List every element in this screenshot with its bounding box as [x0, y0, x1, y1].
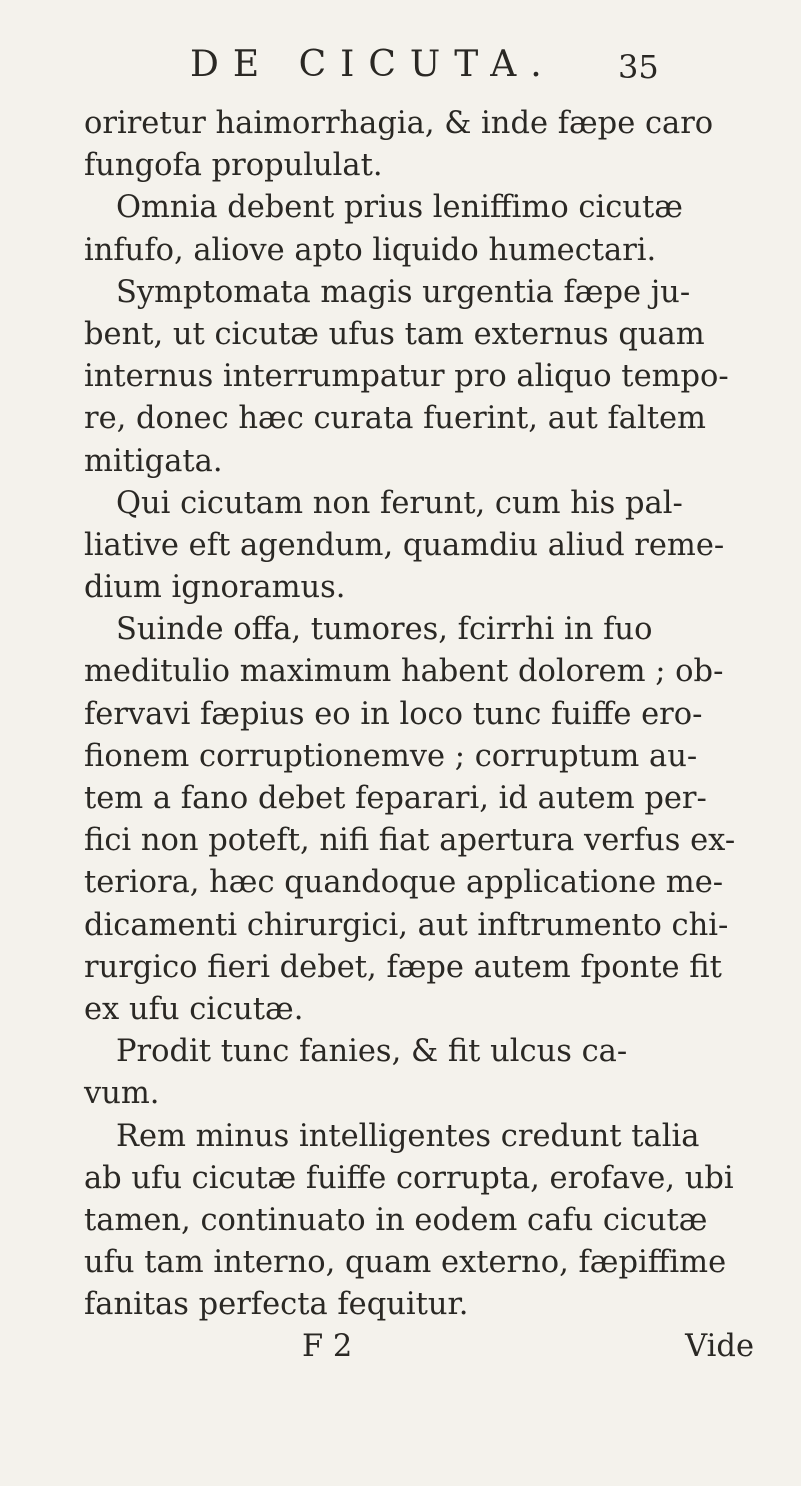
text-line: tem a fano debet feparari, id autem per- — [84, 781, 707, 816]
page-header — [190, 44, 659, 88]
text-line: fervavi fæpius eo in loco tunc fuiffe ero- — [84, 696, 703, 732]
text-line: fungofa propululat. — [84, 148, 383, 184]
paragraph-start-line: Prodit tunc fanies, & fit ulcus ca- — [116, 1034, 628, 1070]
text-line: dium ignoramus. — [84, 570, 346, 606]
paragraph-start-line: Rem minus intelligentes credunt talia — [116, 1118, 700, 1154]
paragraph-start-line: Suinde offa, tumores, fcirrhi in fuo — [116, 612, 653, 648]
text-line: fici non poteft, nifi fiat apertura verfus ex- — [84, 823, 736, 859]
paragraph-start-line: Omnia debent prius leniffimo cicutæ — [116, 190, 683, 226]
text-line: ex ufu cicutæ. — [84, 991, 304, 1027]
text-line: liative eft agendum, quamdiu aliud reme- — [84, 527, 725, 563]
text-line: bent, ut cicutæ ufus tam externus quam — [84, 316, 705, 352]
body-text — [84, 103, 754, 1369]
text-line: dicamenti chirurgici, aut inftrumento chi- — [84, 907, 729, 943]
text-line: mitigata. — [84, 443, 223, 479]
text-line: infufo, aliove apto liquido humectari. — [84, 232, 657, 268]
text-line: tamen, continuato in eodem cafu cicutæ — [84, 1202, 708, 1238]
page-footer — [84, 1326, 754, 1368]
page-number: 35 — [618, 48, 659, 86]
text-line: re, donec hæc curata fuerint, aut faltem — [84, 401, 706, 437]
text-line: meditulio maximum habent dolorem ; ob- — [84, 654, 724, 690]
text-line: oriretur haimorrhagia, & inde fæpe caro — [84, 106, 714, 141]
running-title: DE CICUTA. — [190, 44, 556, 85]
text-line: ab ufu cicutæ fuiffe corrupta, erofave, ubi — [84, 1160, 734, 1196]
text-line: fanitas perfecta fequitur. — [84, 1287, 469, 1323]
signature-mark: F 2 — [302, 1329, 353, 1365]
catchword: Vide — [685, 1329, 754, 1365]
text-line: vum. — [84, 1076, 160, 1112]
paragraph-start-line: Symptomata magis urgentia fæpe ju- — [116, 274, 691, 310]
text-line: fionem corruptionemve ; corruptum au- — [84, 738, 698, 774]
text-line: ufu tam interno, quam externo, fæpiffime — [84, 1245, 727, 1281]
text-line: rurgico fieri debet, fæpe autem fponte fit — [84, 949, 722, 985]
text-line: teriora, hæc quandoque applicatione me- — [84, 865, 724, 901]
paragraph-start-line: Qui cicutam non ferunt, cum his pal- — [116, 485, 683, 521]
text-line: internus interrumpatur pro aliquo tempo- — [84, 359, 729, 395]
